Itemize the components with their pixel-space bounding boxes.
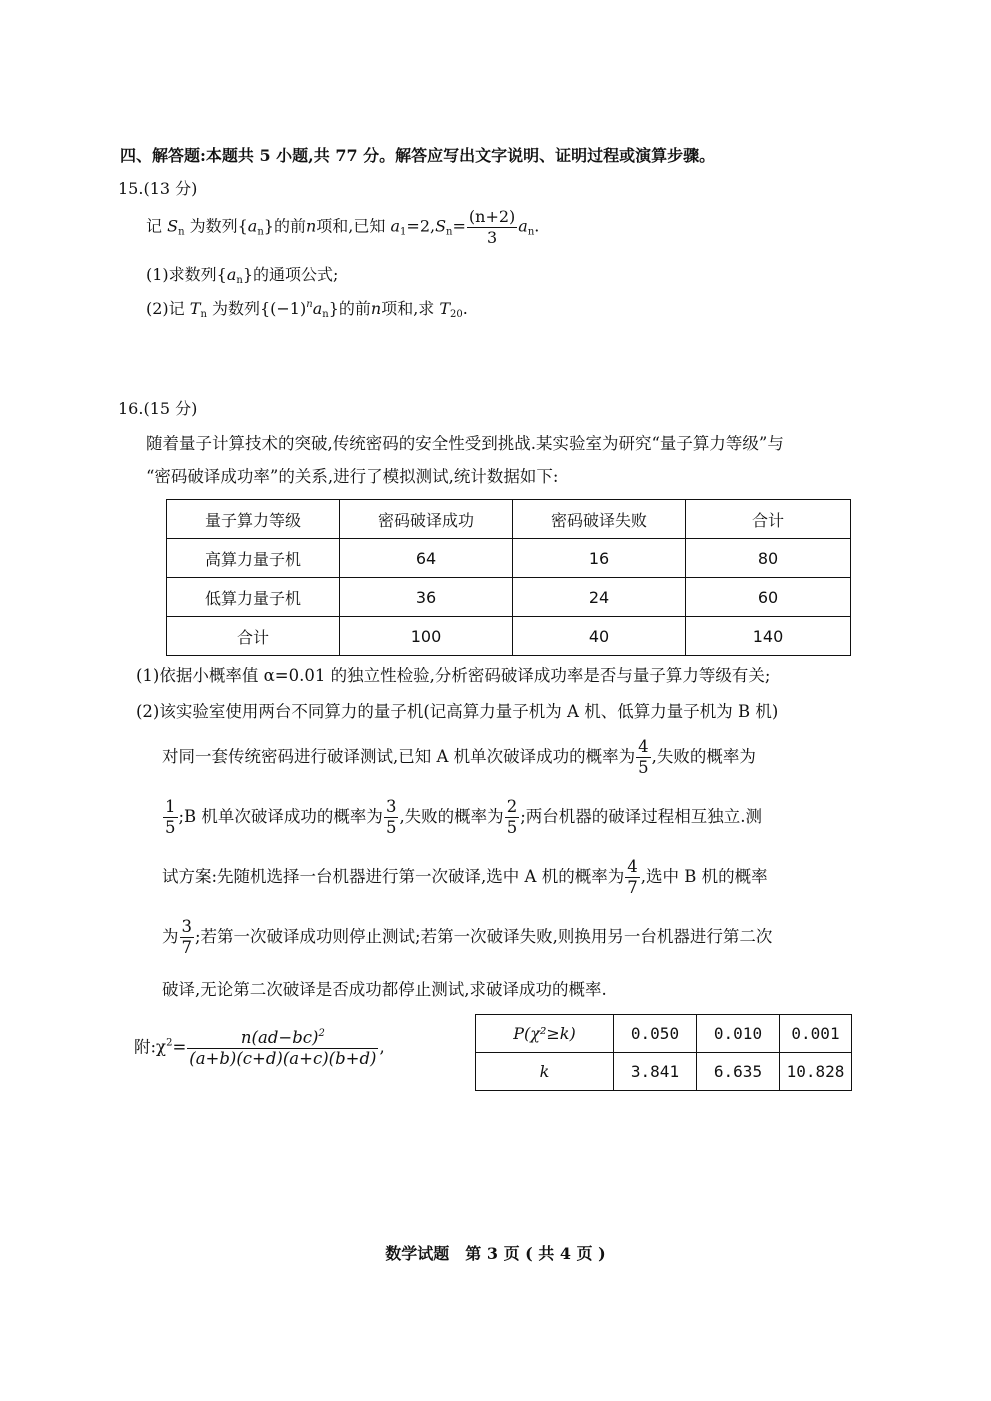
fraction-2-5: $\frac{2}{5}$ [506, 797, 518, 838]
table-cell: 100 [340, 617, 513, 656]
page-footer: 数学试题 第 3 页 ( 共 4 页 ) [385, 1244, 606, 1263]
chi-square-fraction: $\frac{n(ad-bc)^2}{(a+b)(c+d)(a+c)(b+d)}$ [189, 1028, 377, 1069]
table-cell: 24 [513, 578, 686, 617]
table-cell: 3.841 [614, 1053, 697, 1091]
fraction-3-5: $\frac{3}{5}$ [385, 797, 397, 838]
table-cell: 140 [686, 617, 851, 656]
problem-16-q2-line4: 试方案:先随机选择一台机器进行第一次破译,选中 A 机的概率为 $\frac{4}{7}$ ,选中 B 机的概率 [162, 857, 768, 898]
table-cell: 0.050 [614, 1015, 697, 1053]
table-cell: 0.001 [780, 1015, 852, 1053]
table-header-cell: 密码破译失败 [513, 500, 686, 539]
problem-15-statement: 记 $S_n$ 为数列$\{a_n\}$的前n项和,已知 $a_1=2,S_n=$ $\frac{(n+2)}{3}$ $a_n$. [146, 207, 540, 247]
contingency-table [166, 499, 851, 656]
table-row [167, 539, 851, 578]
table-cell: 60 [686, 578, 851, 617]
fraction-3-7: $\frac{3}{7}$ [181, 917, 192, 958]
table-cell: 64 [340, 539, 513, 578]
problem-16-q2-line6: 破译,无论第二次破译是否成功都停止测试,求破译成功的概率. [162, 980, 607, 999]
table-cell: k [476, 1053, 614, 1091]
fraction-4-7: $\frac{4}{7}$ [627, 857, 638, 898]
problem-16-q2-line1: (2)该实验室使用两台不同算力的量子机(记高算力量子机为 A 机、低算力量子机为 B 机) [136, 702, 779, 721]
problem-16-q1: (1)依据小概率值 α=0.01 的独立性检验,分析密码破译成功率是否与量子算力等级有关; [136, 666, 771, 685]
problem-16-q2-line2: 对同一套传统密码进行破译测试,已知 A 机单次破译成功的概率为 $\frac{4}{5}$ ,失败的概率为 [162, 737, 756, 778]
fraction-1-5: $\frac{1}{5}$ [165, 797, 176, 838]
table-row [167, 578, 851, 617]
table-header-row [167, 500, 851, 539]
table-cell: P(χ²≥k) [476, 1015, 614, 1053]
table-cell: 10.828 [780, 1053, 852, 1091]
table-cell: 高算力量子机 [167, 539, 340, 578]
fraction-4-5: $\frac{4}{5}$ [638, 737, 649, 778]
table-row [476, 1053, 852, 1091]
chi-square-formula: 附$:\chi^2=$ $\frac{n(ad-bc)^2}{(a+b)(c+d)(a+c)(b+d)}$ , [134, 1028, 385, 1069]
table-cell: 16 [513, 539, 686, 578]
fraction-n-plus-2-over-3: $\frac{(n+2)}{3}$ [468, 207, 516, 247]
problem-15-q1: (1)求数列$\{a_n\}$的通项公式; [146, 265, 339, 286]
table-header-cell: 密码破译成功 [340, 500, 513, 539]
table-cell: 0.010 [697, 1015, 780, 1053]
problem-16-intro-line2: “密码破译成功率”的关系,进行了模拟测试,统计数据如下: [146, 467, 559, 486]
table-cell: 36 [340, 578, 513, 617]
table-row [167, 617, 851, 656]
problem-16-q2-line3: $\frac{1}{5}$ ;B 机单次破译成功的概率为 $\frac{3}{5}$ ,失败的概率为 $\frac{2}{5}$ ;两台机器的破译过程相互独立.测 [165, 797, 762, 838]
table-cell: 80 [686, 539, 851, 578]
table-cell: 合计 [167, 617, 340, 656]
problem-15-q2: (2)记 $T_n$ 为数列$\{(-1)^na_n\}$的前n项和,求 $T_{20}$. [146, 299, 468, 320]
problem-16-label: 16.(15 分) [118, 399, 198, 418]
table-header-cell: 合计 [686, 500, 851, 539]
table-cell: 低算力量子机 [167, 578, 340, 617]
table-cell: 40 [513, 617, 686, 656]
table-header-cell: 量子算力等级 [167, 500, 340, 539]
problem-16-intro-line1: 随着量子计算技术的突破,传统密码的安全性受到挑战.某实验室为研究“量子算力等级”与 [146, 434, 784, 453]
table-row [476, 1015, 852, 1053]
chi-square-critical-table [475, 1014, 852, 1091]
problem-16-q2-line5: 为 $\frac{3}{7}$ ;若第一次破译成功则停止测试;若第一次破译失败,则换用另一台机器进行第二次 [162, 917, 773, 958]
problem-15-label: 15.(13 分) [118, 179, 198, 198]
table-cell: 6.635 [697, 1053, 780, 1091]
section-heading: 四、解答题:本题共 5 小题,共 77 分。解答应写出文字说明、证明过程或演算步骤。 [120, 146, 716, 165]
